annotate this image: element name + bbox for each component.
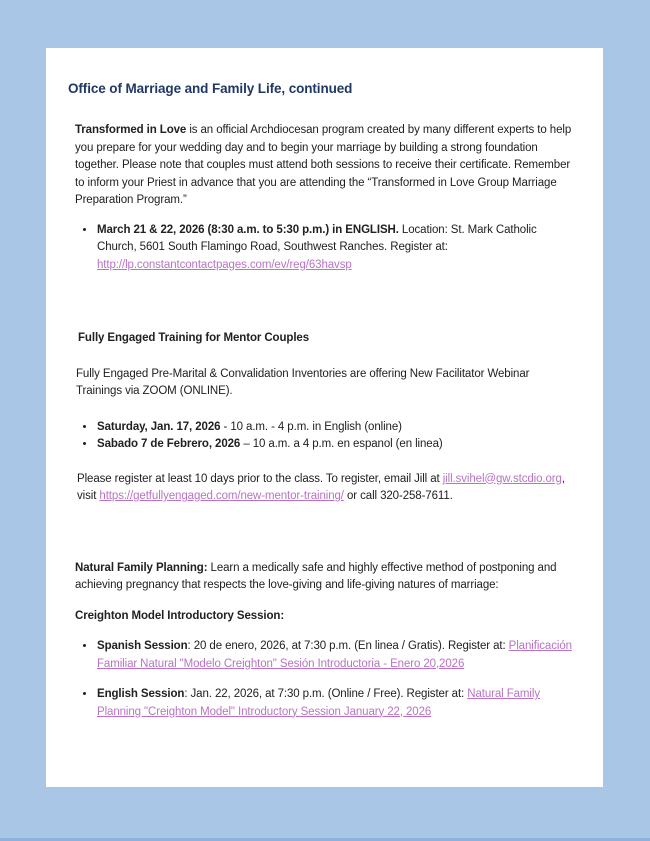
spanish-session-label: Spanish Session [97, 640, 188, 652]
march-session-details: Location: St. Mark Catholic Church, 5601 South Flamingo Road, Southwest Ranches. Register at: [97, 223, 537, 253]
english-webinar-details: - 10 a.m. - 4 p.m. in English (online) [220, 420, 402, 433]
document-card [46, 48, 603, 787]
nfp-lead: Natural Family Planning: [75, 561, 208, 574]
spanish-session-details: : 20 de enero, 2026, at 7:30 p.m. (En linea / Gratis). Register at: [187, 640, 509, 652]
english-webinar-date: Saturday, Jan. 17, 2026 [97, 420, 221, 433]
register-instructions-paragraph [75, 471, 572, 506]
transformed-in-love-lead: Transformed in Love [75, 124, 187, 136]
register-instructions-text: , visit [77, 472, 565, 502]
spanish-webinar-details: – 10 a.m. a 4 p.m. en espanol (en linea) [240, 438, 443, 450]
creighton-heading: Creighton Model Introductory Session: [75, 609, 285, 622]
transformed-bullet-list [75, 222, 572, 275]
nfp-paragraph [75, 560, 572, 595]
transformed-in-love-body: is an official Archdiocesan program created by many different experts to help you prepare for your wedding day and to begin your marriage by building a strong foundation together. Please note that couples must attend both sessions to receive their certificate. Remember to inform your Priest in advance that you are attending the “Transformed in Love Group Marriage Preparation Program.” [75, 124, 572, 206]
english-session-item [96, 686, 572, 721]
page-content [68, 122, 572, 721]
register-instructions-text: Please register at least 10 days prior to the class. To register, email Jill at [77, 472, 443, 485]
jill-email-link[interactable]: jill.svihel@gw.stcdio.org [442, 472, 562, 485]
spanish-registration-link[interactable]: Planificación Familiar Natural "Modelo Creighton" Sesión Introductoria - Enero 20,2026 [97, 640, 572, 670]
fully-engaged-intro-paragraph: Fully Engaged Pre-Marital & Convalidation Inventories are offering New Facilitator Webinar Trainings via ZOOM (ONLINE). [76, 367, 530, 397]
webinar-dates-list [75, 419, 572, 454]
english-webinar-item [96, 419, 572, 437]
fully-engaged-heading: Fully Engaged Training for Mentor Couples [78, 332, 310, 344]
register-instructions-text: or call 320-258-7611. [343, 490, 453, 502]
page-title: Office of Marriage and Family Life, continued [68, 81, 353, 96]
english-session-details: : Jan. 22, 2026, at 7:30 p.m. (Online / Free). Register at: [184, 688, 468, 700]
english-registration-link[interactable]: Natural Family Planning "Creighton Model" Introductory Session January 22, 2026 [97, 688, 540, 718]
spanish-webinar-date: Sabado 7 de Febrero, 2026 [97, 438, 241, 450]
creighton-sessions-list [75, 638, 572, 721]
nfp-body: Learn a medically safe and highly effective method of postponing and achieving pregnancy that respects the love-giving and life-giving natures of marriage: [75, 561, 557, 591]
transformed-in-love-paragraph [75, 122, 572, 210]
march-session-item [96, 222, 572, 275]
english-session-label: English Session [97, 688, 185, 700]
constantcontact-registration-link[interactable]: http://lp.constantcontactpages.com/ev/reg/63havsp [97, 258, 352, 271]
spanish-webinar-item [96, 436, 572, 454]
mentor-training-link[interactable]: https://getfullyengaged.com/new-mentor-training/ [99, 490, 344, 502]
march-session-date: March 21 & 22, 2026 (8:30 a.m. to 5:30 p.m.) in ENGLISH. [97, 223, 399, 236]
spanish-session-item [96, 638, 572, 673]
